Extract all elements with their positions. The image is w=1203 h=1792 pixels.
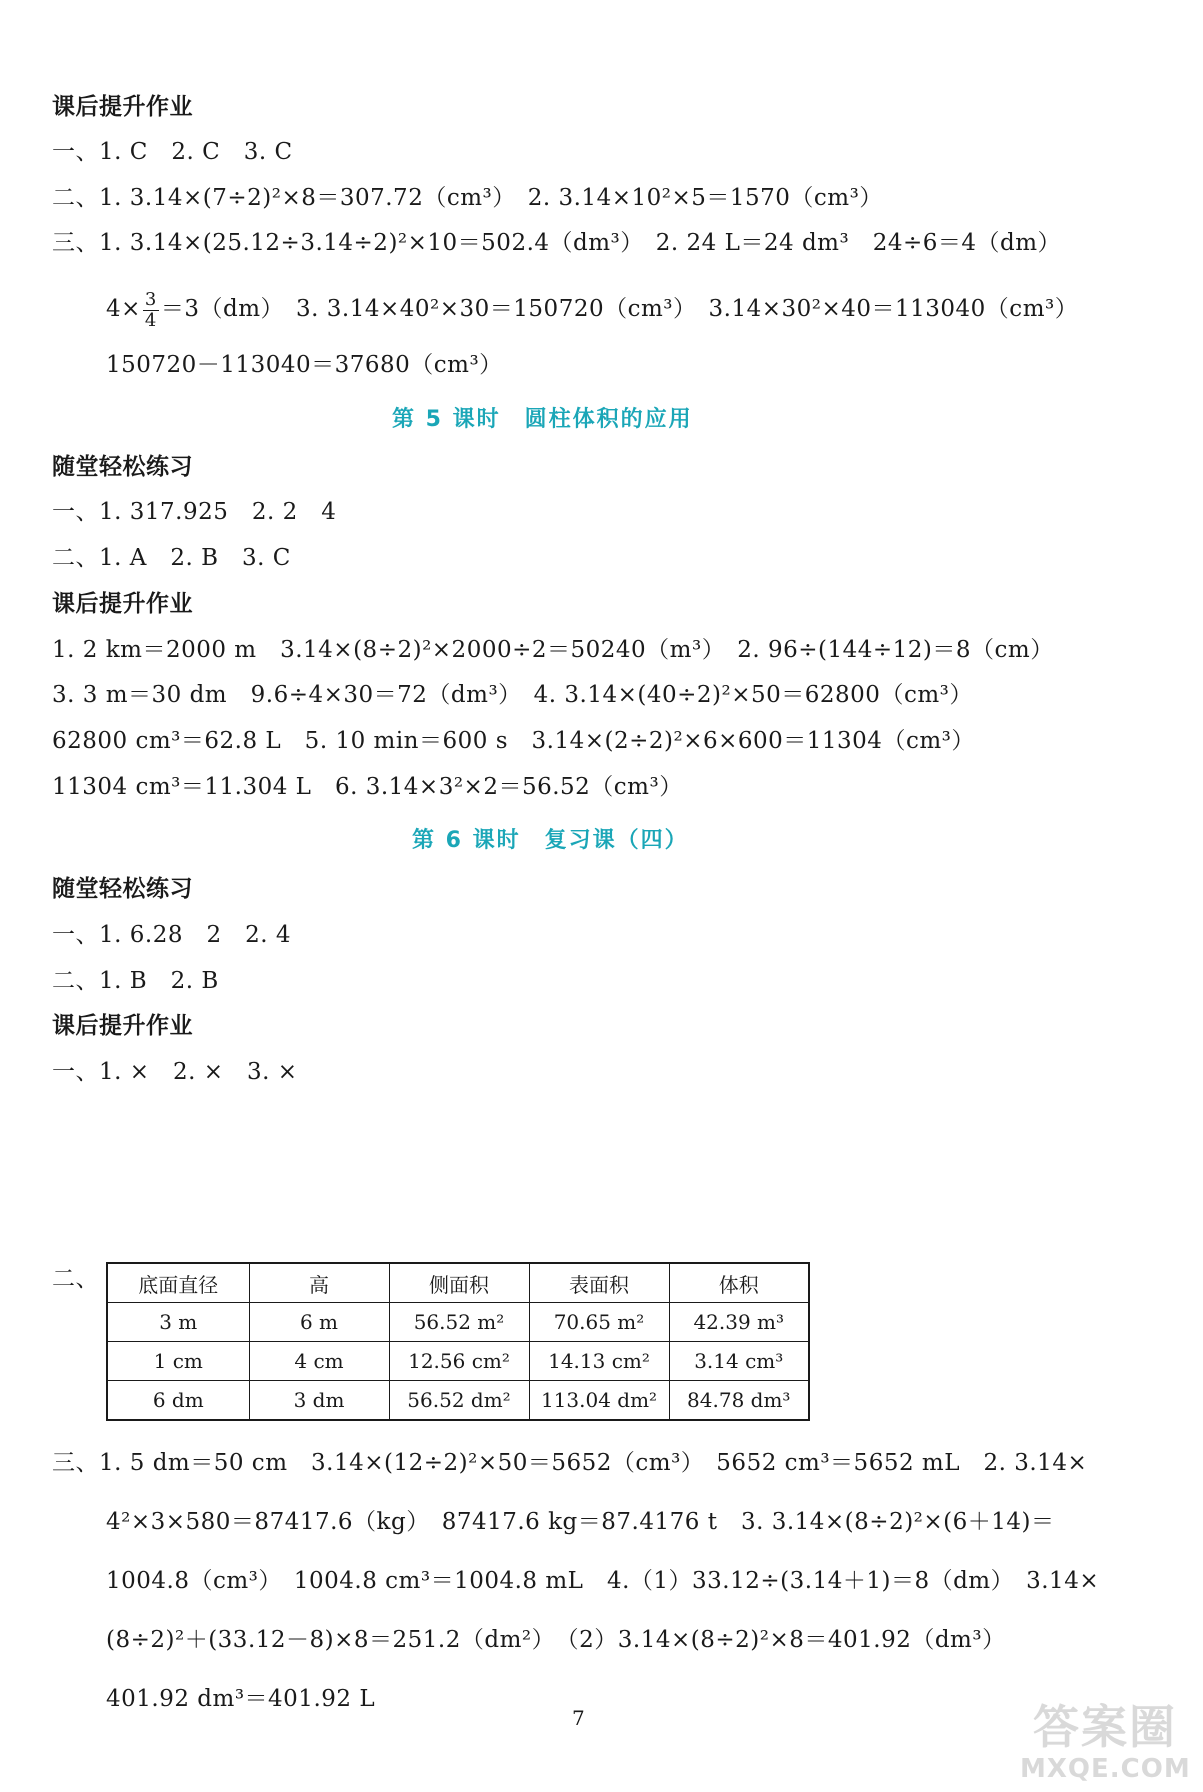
table-cell: 14.13 cm² [529,1342,669,1381]
answer-suffix: ＝3（dm） 3. 3.14×40²×30＝150720（cm³） 3.14×30²×40＝113040（cm³） [160,296,1079,322]
table-cell: 42.39 m³ [669,1303,809,1342]
answer-line: 二、1. A 2. B 3. C [52,545,291,571]
answer-line: 三、1. 3.14×(25.12÷3.14÷2)²×10＝502.4（dm³） 2. 24 L＝24 dm³ 24÷6＝4（dm） [52,230,1062,256]
section-heading: 课后提升作业 [52,94,193,120]
table-row [107,1342,809,1381]
table-cell: 56.52 dm² [389,1381,529,1421]
answer-line: 一、1. 6.28 2 2. 4 [52,922,291,948]
table-cell: 3 dm [249,1381,389,1421]
page-number: 7 [572,1706,585,1730]
answer-line-with-fraction [106,286,1078,332]
section-heading: 课后提升作业 [52,591,193,617]
table-cell: 56.52 m² [389,1303,529,1342]
answer-line: 3. 3 m＝30 dm 9.6÷4×30＝72（dm³） 4. 3.14×(40÷2)²×50＝62800（cm³） [52,682,973,708]
table-row [107,1381,809,1421]
answer-line: 11304 cm³＝11.304 L 6. 3.14×3²×2＝56.52（cm³） [52,774,683,800]
answer-line: 二、1. 3.14×(7÷2)²×8＝307.72（cm³） 2. 3.14×10²×5＝1570（cm³） [52,185,883,211]
table-header-cell: 高 [249,1263,389,1303]
answer-line: 一、1. 317.925 2. 2 4 [52,499,337,525]
answer-line: 一、1. × 2. × 3. × [52,1059,298,1085]
answer-line: 1. 2 km＝2000 m 3.14×(8÷2)²×2000÷2＝50240（m³） 2. 96÷(144÷12)＝8（cm） [52,637,1054,663]
table-header-row [107,1263,809,1303]
table-header-cell: 体积 [669,1263,809,1303]
table-header-cell: 表面积 [529,1263,669,1303]
table-cell: 70.65 m² [529,1303,669,1342]
table-row [107,1303,809,1342]
watermark-logo [1020,1700,1190,1788]
watermark-url: MXQE.COM [1020,1754,1191,1784]
fraction-denominator: 4 [144,309,157,331]
fraction [143,290,159,331]
section-heading: 随堂轻松练习 [52,876,193,902]
table-header-cell: 侧面积 [389,1263,529,1303]
table-cell: 6 m [249,1303,389,1342]
table-cell: 3 m [107,1303,249,1342]
answer-line: 三、1. 5 dm＝50 cm 3.14×(12÷2)²×50＝5652（cm³） 5652 cm³＝5652 mL 2. 3.14× [52,1450,1088,1476]
section-heading: 随堂轻松练习 [52,454,193,480]
table-cell: 3.14 cm³ [669,1342,809,1381]
table-cell: 6 dm [107,1381,249,1421]
table-cell: 12.56 cm² [389,1342,529,1381]
answer-line: 二、1. B 2. B [52,968,219,994]
answer-line: 4²×3×580＝87417.6（kg） 87417.6 kg＝87.4176 t 3. 3.14×(8÷2)²×(6＋14)＝ [106,1509,1055,1535]
answer-prefix: 4× [106,296,141,322]
section-heading: 课后提升作业 [52,1013,193,1039]
answer-line: 一、1. C 2. C 3. C [52,139,293,165]
table-cell: 84.78 dm³ [669,1381,809,1421]
fraction-numerator: 3 [144,288,157,310]
table-cell: 1 cm [107,1342,249,1381]
table-cell: 4 cm [249,1342,389,1381]
table-header-cell: 底面直径 [107,1263,249,1303]
answer-line: (8÷2)²＋(33.12－8)×8＝251.2（dm²） （2）3.14×(8÷2)²×8＝401.92（dm³） [106,1627,1006,1653]
lesson-title: 第 6 课时 复习课（四） [412,828,689,853]
lesson-title: 第 5 课时 圆柱体积的应用 [392,407,693,432]
watermark-text: 答案圈 [1033,1700,1177,1754]
table-cell: 113.04 dm² [529,1381,669,1421]
answer-line: 1004.8（cm³） 1004.8 cm³＝1004.8 mL 4.（1）33.12÷(3.14＋1)＝8（dm） 3.14× [106,1568,1100,1594]
answer-line: 150720－113040＝37680（cm³） [106,352,503,378]
answer-line-label: 二、 [52,1266,99,1292]
answer-line: 401.92 dm³＝401.92 L [106,1686,376,1712]
cylinder-answer-table [106,1262,810,1421]
answer-line: 62800 cm³＝62.8 L 5. 10 min＝600 s 3.14×(2÷2)²×6×600＝11304（cm³） [52,728,975,754]
